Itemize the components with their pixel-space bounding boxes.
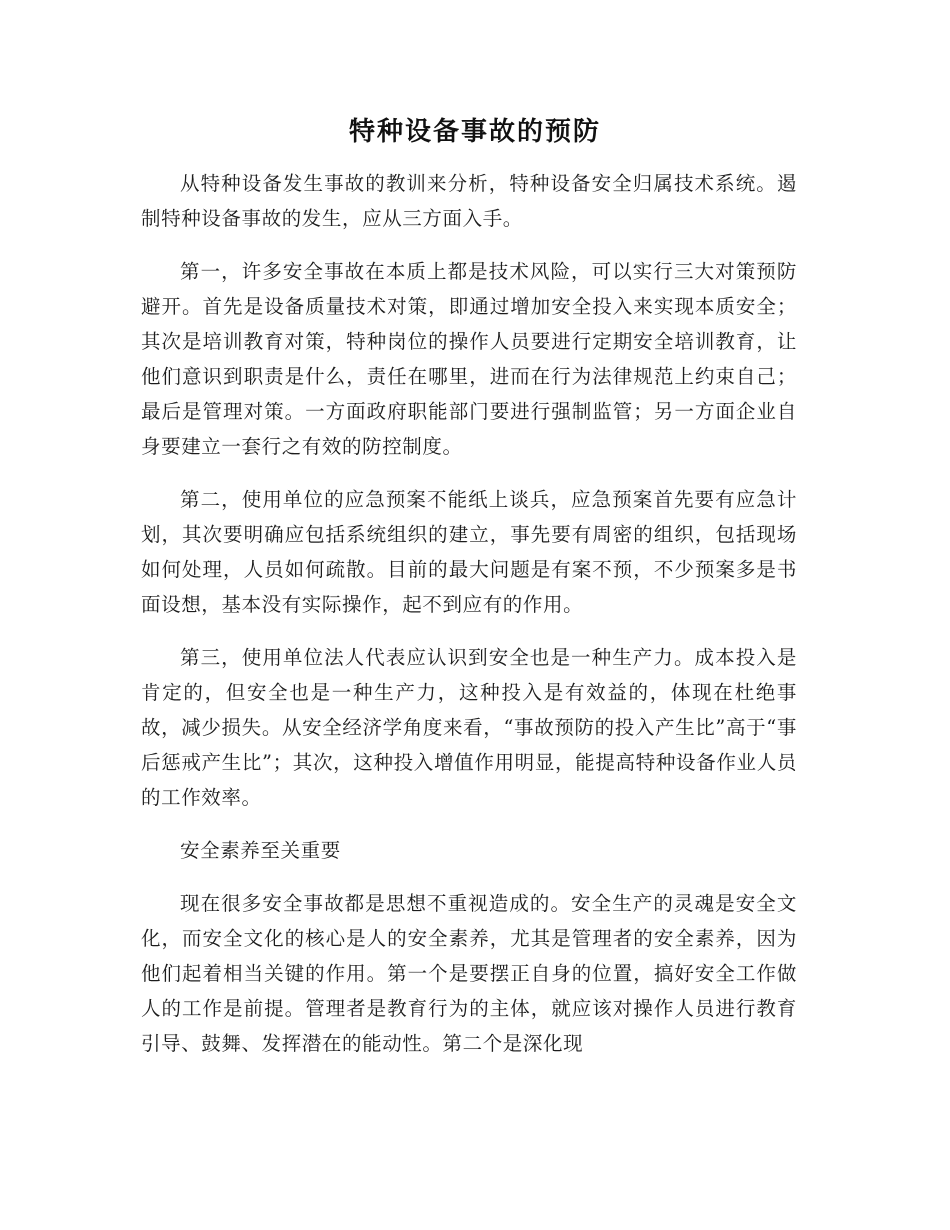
paragraph-second-measure: 第二，使用单位的应急预案不能纸上谈兵，应急预案首先要有应急计划，其次要明确应包括系统组织的建立，事先要有周密的组织，包括现场如何处理，人员如何疏散。目前的最大问题是有案不预，不少预案多是书面设想，基本没有实际操作，起不到应有的作用。 (141, 488, 797, 616)
section-heading: 安全素养至关重要 (180, 839, 341, 862)
paragraph-first-measure: 第一，许多安全事故在本质上都是技术风险，可以实行三大对策预防避开。首先是设备质量技术对策，即通过增加安全投入来实现本质安全；其次是培训教育对策，特种岗位的操作人员要进行定期安全培训教育，让他们意识到职责是什么，责任在哪里，进而在行为法律规范上约束自己；最后是管理对策。一方面政府职能部门要进行强制监管；另一方面企业自身要建立一套行之有效的防控制度。 (141, 260, 797, 458)
intro-paragraph: 从特种设备发生事故的教训来分析，特种设备安全归属技术系统。遏制特种设备事故的发生，应从三方面入手。 (141, 172, 797, 230)
section-paragraph: 现在很多安全事故都是思想不重视造成的。安全生产的灵魂是安全文化，而安全文化的核心是人的安全素养，尤其是管理者的安全素养，因为他们起着相当关键的作用。第一个是要摆正自身的位置，搞好安全工作做人的工作是前提。管理者是教育行为的主体，就应该对操作人员进行教育引导、鼓舞、发挥潜在的能动性。第二个是深化现 (141, 892, 797, 1055)
document-body (141, 166, 797, 1079)
document-title: 特种设备事故的预防 (348, 117, 601, 147)
paragraph-third-measure: 第三，使用单位法人代表应认识到安全也是一种生产力。成本投入是肯定的，但安全也是一种生产力，这种投入是有效益的，体现在杜绝事故，减少损失。从安全经济学角度来看，“事故预防的投入产生比”高于“事后惩戒产生比”；其次，这种投入增值作用明显，能提高特种设备作业人员的工作效率。 (141, 646, 797, 809)
